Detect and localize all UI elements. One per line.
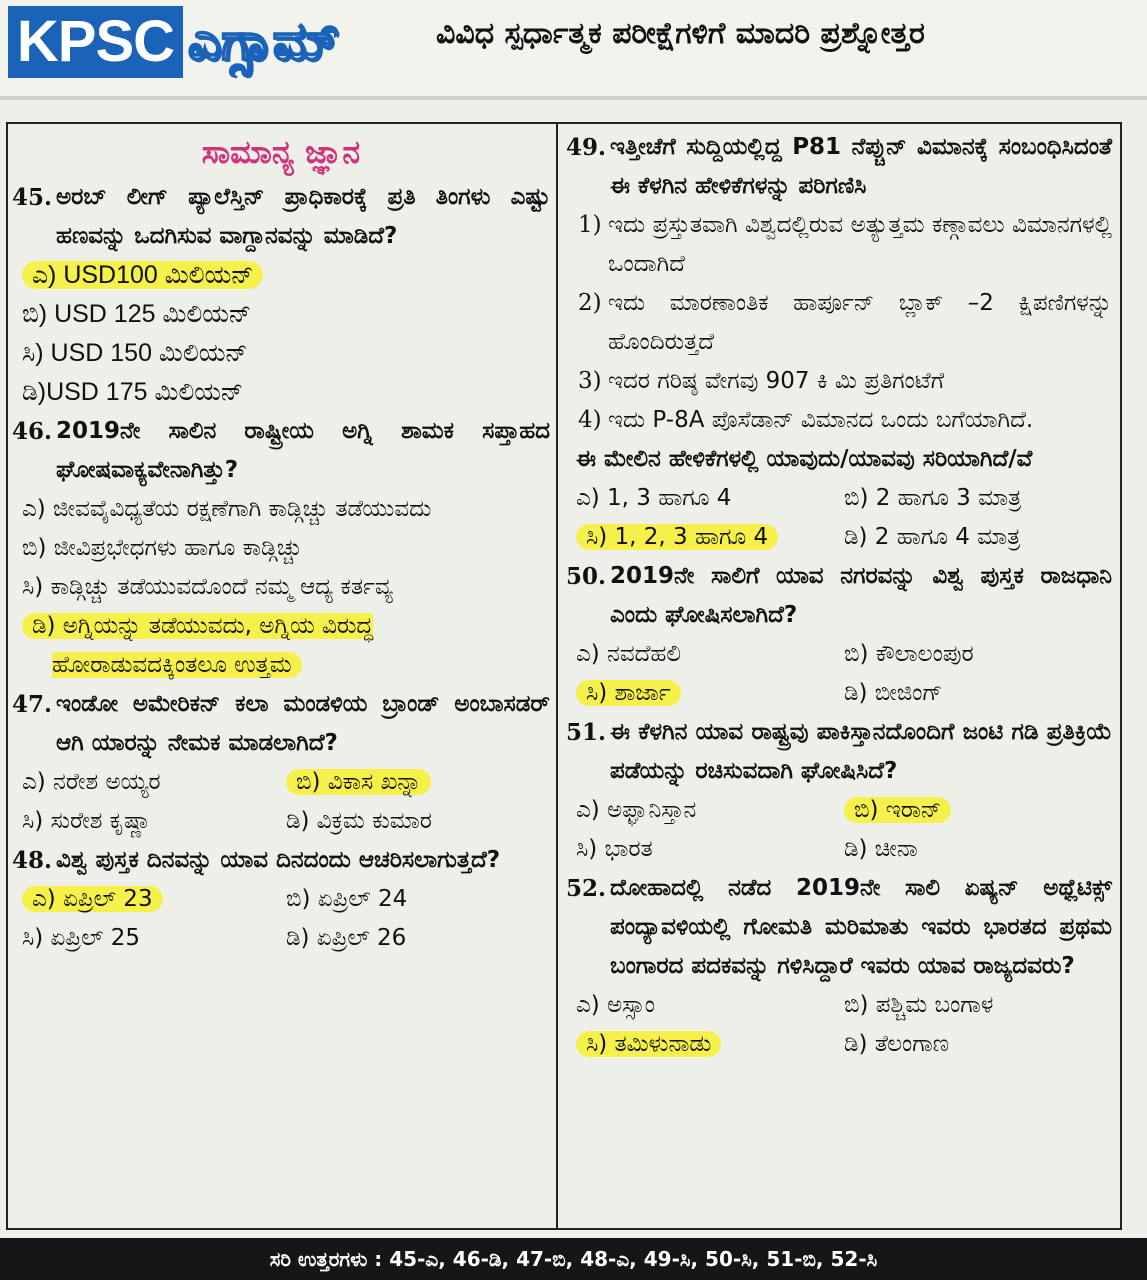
option-a: ಎ) ಅಫ್ಘಾನಿಸ್ತಾನ — [576, 797, 697, 823]
options-row — [566, 986, 1112, 1025]
question-text: ಈ ಕೆಳಗಿನ ಯಾವ ರಾಷ್ಟ್ರವು ಪಾಕಿಸ್ತಾನದೊಂದಿಗೆ ಜಂಟಿ ಗಡಿ ಪ್ರತಿಕ್ರಿಯೆ ಪಡೆಯನ್ನು ರಚಿಸುವದಾಗಿ ಘೋಷಿಸಿದೆ? — [610, 719, 1112, 784]
option-d: ಡಿ) ಚೀನಾ — [844, 836, 918, 862]
answer-highlight: ಸಿ) ತಮಿಳುನಾಡು — [576, 1031, 721, 1057]
option-d: ಡಿ) 2 ಹಾಗೂ 4 ಮಾತ್ರ — [844, 524, 1021, 550]
question-48 — [12, 841, 550, 880]
option-a — [22, 880, 286, 919]
answer-highlight: ಡಿ) ಅಗ್ನಿಯನ್ನು ತಡೆಯುವದು, ಅಗ್ನಿಯ ವಿರುದ್ಧ ಹೋರಾಡುವದಕ್ಕಿಂತಲೂ ಉತ್ತಮ — [22, 613, 373, 678]
statement-text: ಇದು P-8A ಪೊಸೆಡಾನ್ ವಿಮಾನದ ಒಂದು ಬಗೆಯಾಗಿದೆ. — [608, 407, 1034, 433]
question-text: 2019ನೇ ಸಾಲಿಗೆ ಯಾವ ನಗರವನ್ನು ವಿಶ್ವ ಪುಸ್ತಕ ರಾಜಧಾನಿ ಎಂದು ಘೋಷಿಸಲಾಗಿದೆ? — [610, 563, 1112, 628]
option-c: ಸಿ) ಏಪ್ರಿಲ್ 25 — [22, 925, 141, 951]
option-d: ಡಿ) ಬೀಜಿಂಗ್ — [844, 680, 943, 706]
option-c: ಸಿ) USD 150 ಮಿಲಿಯನ್ — [22, 339, 248, 367]
question-text: ಅರಬ್ ಲೀಗ್ ಪ್ಯಾಲೆಸ್ತಿನ್ ಪ್ರಾಧಿಕಾರಕ್ಕೆ ಪ್ರತಿ ತಿಂಗಳು ಎಷ್ಟು ಹಣವನ್ನು ಒದಗಿಸುವ ವಾಗ್ದಾನವನ್ನು ಮಾಡಿದೆ? — [56, 184, 550, 249]
statement-text: ಇದರ ಗರಿಷ್ಠ ವೇಗವು 907 ಕಿ ಮಿ ಪ್ರತಿಗಂಟೆಗೆ — [608, 368, 945, 394]
question-number: 45. — [12, 184, 53, 211]
option-c — [576, 1025, 844, 1064]
option-b: ಬಿ) USD 125 ಮಿಲಿಯನ್ — [22, 300, 252, 328]
option-c — [576, 674, 844, 713]
question-text: ಇತ್ತೀಚೆಗೆ ಸುದ್ದಿಯಲ್ಲಿದ್ದ P81 ನೆಪ್ಚುನ್ ವಿಮಾನಕ್ಕೆ ಸಂಬಂಧಿಸಿದಂತೆ ಈ ಕೆಳಗಿನ ಹೇಳಿಕೆಗಳನ್ನು ಪರಿಗಣಿಸಿ — [610, 134, 1112, 199]
masthead — [0, 0, 1147, 100]
statement-text: ಇದು ಪ್ರಸ್ತುತವಾಗಿ ವಿಶ್ವದಲ್ಲಿರುವ ಅತ್ಯುತ್ತಮ ಕಣ್ಗಾವಲು ವಿಮಾನಗಳಲ್ಲಿ ಒಂದಾಗಿದೆ — [608, 212, 1112, 277]
statement-1 — [566, 206, 1112, 284]
question-number: 49. — [566, 134, 607, 161]
question-52 — [566, 869, 1112, 986]
statement-2 — [566, 284, 1112, 362]
options-row — [566, 674, 1112, 713]
question-51 — [566, 713, 1112, 791]
left-column — [6, 122, 556, 1230]
options-row — [12, 763, 550, 802]
option-a: ಎ) ನವದೆಹಲಿ — [576, 641, 681, 667]
option-d: ಡಿ) ವಿಕ್ರಮ ಕುಮಾರ — [286, 808, 432, 834]
options-row — [566, 830, 1112, 869]
option-a — [12, 256, 550, 295]
option-a: ಎ) ನರೇಶ ಅಯ್ಯರ — [22, 769, 161, 795]
option-b: ಬಿ) 2 ಹಾಗೂ 3 ಮಾತ್ರ — [844, 485, 1022, 511]
header-divider — [0, 96, 1147, 100]
option-b — [286, 763, 550, 802]
statement-number: 2) — [578, 290, 602, 316]
question-number: 50. — [566, 563, 607, 590]
question-number: 52. — [566, 875, 607, 902]
question-number: 47. — [12, 691, 53, 718]
options-row — [566, 518, 1112, 557]
answer-highlight: ಎ) USD100 ಮಿಲಿಯನ್ — [22, 261, 263, 289]
question-text: 2019ನೇ ಸಾಲಿನ ರಾಷ್ಟ್ರೀಯ ಅಗ್ನಿ ಶಾಮಕ ಸಪ್ತಾಹದ ಘೋಷವಾಕ್ಯವೇನಾಗಿತ್ತು? — [56, 418, 550, 483]
options-row — [566, 1025, 1112, 1064]
option-a: ಎ) ಅಸ್ಸಾಂ — [576, 992, 655, 1018]
option-c: ಸಿ) ಕಾಡ್ಗಿಚ್ಚು ತಡೆಯುವದೊಂದೆ ನಮ್ಮ ಆದ್ಯ ಕರ್ತವ್ಯ — [22, 574, 393, 600]
question-text: ವಿಶ್ವ ಪುಸ್ತಕ ದಿನವನ್ನು ಯಾವ ದಿನದಂದು ಆಚರಿಸಲಾಗುತ್ತದೆ? — [56, 847, 501, 873]
statement-3 — [566, 362, 1112, 401]
statement-number: 1) — [578, 212, 602, 238]
question-47 — [12, 685, 550, 763]
question-text: ದೋಹಾದಲ್ಲಿ ನಡೆದ 2019ನೇ ಸಾಲಿ ಏಷ್ಯನ್ ಅಥ್ಲೆಟಿಕ್ಸ್ ಪಂದ್ಯಾವಳಿಯಲ್ಲಿ ಗೋಮತಿ ಮರಿಮಾತು ಇವರು ಭಾರತದ ಪ್ರಥಮ ಬಂಗಾರದ ಪದಕವನ್ನು ಗಳಿಸಿದ್ದಾರೆ ಇವರು ಯಾವ ರಾಜ್ಯದವರು? — [610, 875, 1112, 979]
statement-text: ಇದು ಮಾರಣಾಂತಿಕ ಹಾರ್ಪೂನ್ ಬ್ಲಾಕ್ –2 ಕ್ಷಿಪಣಿಗಳನ್ನು ಹೊಂದಿರುತ್ತದೆ — [608, 290, 1112, 355]
brand-subtitle: ಎಗ್ಸಾಮ್ — [188, 12, 340, 72]
options-row — [12, 880, 550, 919]
answer-highlight: ಸಿ) 1, 2, 3 ಹಾಗೂ 4 — [576, 524, 778, 550]
question-number: 51. — [566, 719, 607, 746]
options-row — [12, 919, 550, 958]
options-row — [566, 479, 1112, 518]
question-49 — [566, 128, 1112, 206]
brand-logo: KPSC — [8, 6, 183, 78]
options-row — [12, 802, 550, 841]
question-prompt: ಈ ಮೇಲಿನ ಹೇಳಿಕೆಗಳಲ್ಲಿ ಯಾವುದು/ಯಾವವು ಸರಿಯಾಗಿದೆ/ವೆ — [576, 446, 1033, 472]
option-b: ಬಿ) ಏಪ್ರಿಲ್ 24 — [286, 886, 408, 912]
option-c: ಸಿ) ಭಾರತ — [576, 836, 653, 862]
option-b: ಬಿ) ಜೀವಿಪ್ರಭೇಧಗಳು ಹಾಗೂ ಕಾಡ್ಗಿಚ್ಚು — [22, 535, 303, 561]
option-c — [576, 518, 844, 557]
option-d: ಡಿ) ಏಪ್ರಿಲ್ 26 — [286, 925, 407, 951]
question-45 — [12, 178, 550, 256]
statement-number: 3) — [578, 368, 602, 394]
option-d: ಡಿ) ತೆಲಂಗಾಣ — [844, 1031, 950, 1057]
header-tagline: ವಿವಿಧ ಸ್ಪರ್ಧಾತ್ಮಕ ಪರೀಕ್ಷೆಗಳಿಗೆ ಮಾದರಿ ಪ್ರಶ್ನೋತ್ತರ — [436, 16, 925, 51]
option-a: ಎ) ಜೀವವೈವಿಧ್ಯತೆಯ ರಕ್ಷಣೆಗಾಗಿ ಕಾಡ್ಗಿಚ್ಚು ತಡೆಯುವದು — [22, 496, 432, 522]
option-b — [844, 791, 1112, 830]
option-d: ಡಿ)USD 175 ಮಿಲಿಯನ್ — [22, 378, 244, 406]
question-number: 46. — [12, 418, 53, 445]
answer-highlight: ಬಿ) ವಿಕಾಸ ಖನ್ನಾ — [286, 769, 431, 795]
answer-highlight: ಸಿ) ಶಾರ್ಜಾ — [576, 680, 681, 706]
question-number: 48. — [12, 847, 53, 874]
statement-number: 4) — [578, 407, 602, 433]
answer-highlight: ಎ) ಏಪ್ರಿಲ್ 23 — [22, 886, 163, 912]
right-column — [556, 122, 1122, 1230]
option-c: ಸಿ) ಸುರೇಶ ಕೃಷ್ಣಾ — [22, 808, 152, 834]
options-row — [566, 791, 1112, 830]
question-46 — [12, 412, 550, 490]
options-row — [566, 635, 1112, 674]
option-b: ಬಿ) ಪಶ್ಚಿಮ ಬಂಗಾಳ — [844, 992, 994, 1018]
option-d — [12, 607, 550, 685]
answer-key-bar: ಸರಿ ಉತ್ತರಗಳು : 45-ಎ, 46-ಡಿ, 47-ಬಿ, 48-ಎ, 49-ಸಿ, 50-ಸಿ, 51-ಬಿ, 52-ಸಿ — [0, 1238, 1147, 1280]
question-text: ಇಂಡೋ ಅಮೇರಿಕನ್ ಕಲಾ ಮಂಡಳಿಯ ಬ್ರಾಂಡ್ ಅಂಬಾಸಡರ್ ಆಗಿ ಯಾರನ್ನು ನೇಮಕ ಮಾಡಲಾಗಿದೆ? — [56, 691, 550, 756]
question-50 — [566, 557, 1112, 635]
option-b: ಬಿ) ಕೌಲಾಲಂಪುರ — [844, 641, 974, 667]
statement-4 — [566, 401, 1112, 440]
answer-highlight: ಬಿ) ಇರಾನ್ — [844, 797, 951, 823]
section-title: ಸಾಮಾನ್ಯ ಜ್ಞಾನ — [201, 133, 361, 171]
option-a: ಎ) 1, 3 ಹಾಗೂ 4 — [576, 485, 732, 511]
